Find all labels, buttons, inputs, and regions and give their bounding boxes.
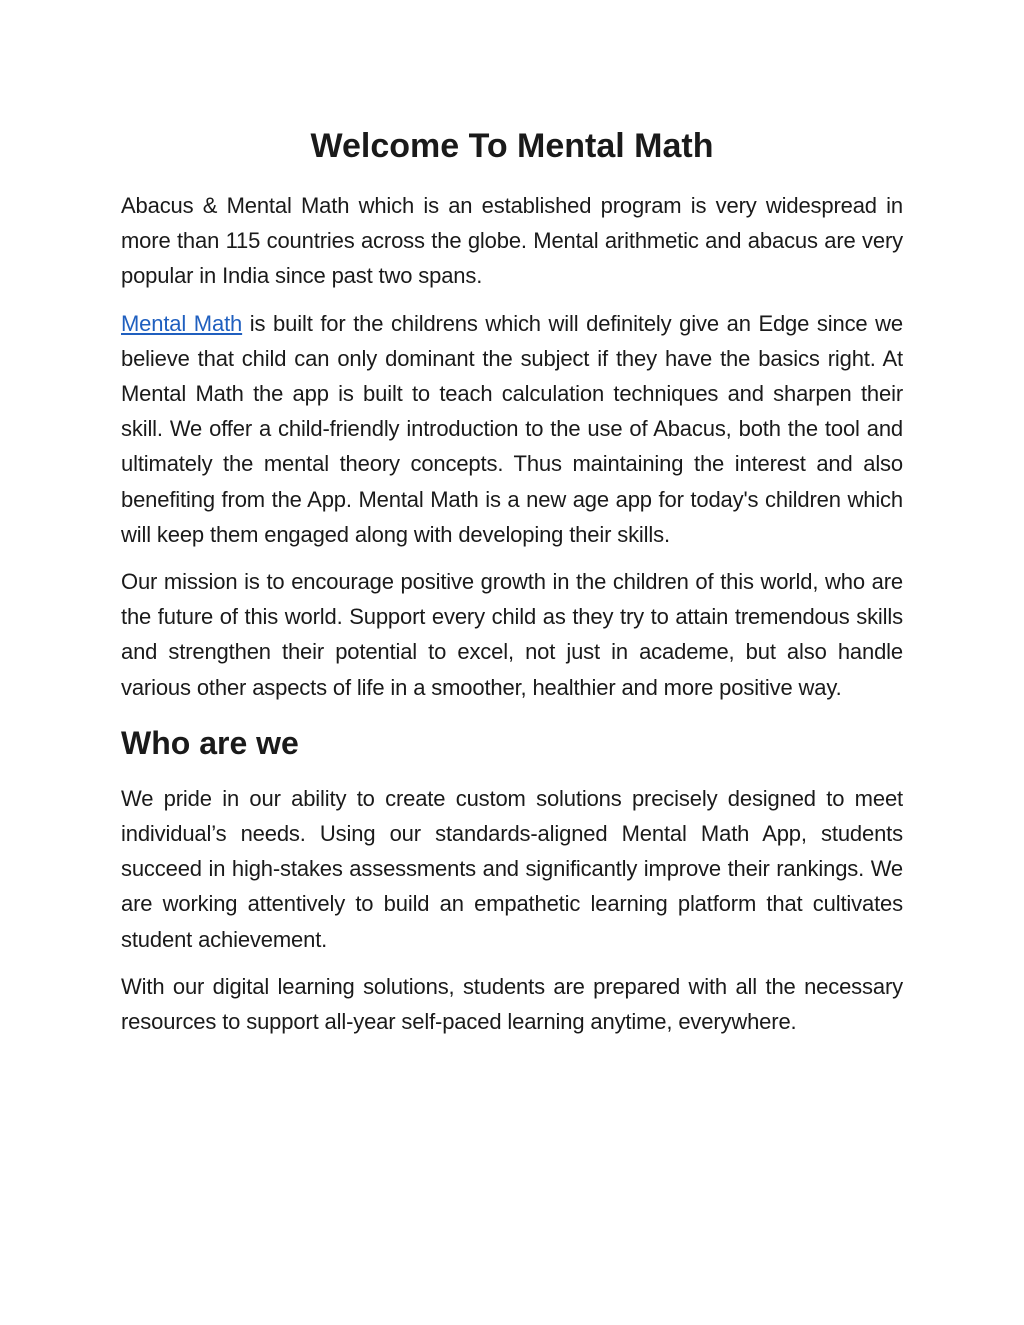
mental-math-link[interactable]: Mental Math	[121, 310, 243, 336]
about-paragraph-text: is built for the childrens which will definitely give an Edge since we believe that child can only dominant the subject if they have the basics right. At Mental Math the app is built to teach calculation techniques and sharpen their skill. We offer a child-friendly introduction to the use of Abacus, both the tool and ultimately the mental theory concepts. Thus maintaining the interest and also benefiting from the App. Mental Math is a new age app for today's children which will keep them engaged along with developing their skills.	[121, 310, 903, 547]
who-paragraph-2: With our digital learning solutions, students are prepared with all the necessary resources to support all-year self-paced learning anytime, everywhere.	[121, 973, 903, 1035]
who-paragraph-1: We pride in our ability to create custom solutions precisely designed to meet individual’s needs. Using our standards-aligned Mental Math App, students succeed in high-stakes assessments and significantly improve their rankings. We are working attentively to build an empathetic learning platform that cultivates student achievement.	[121, 785, 903, 952]
section-heading-who-are-we: Who are we	[121, 724, 299, 761]
page-title: Welcome To Mental Math	[310, 127, 714, 165]
about-paragraph	[121, 306, 903, 552]
document-page	[121, 120, 903, 1051]
mission-paragraph: Our mission is to encourage positive growth in the children of this world, who are the future of this world. Support every child as they try to attain tremendous skills and strengthen their potential to excel, not just in academe, but also handle various other aspects of life in a smoother, healthier and more positive way.	[121, 569, 903, 700]
intro-paragraph: Abacus & Mental Math which is an established program is very widespread in more than 115 countries across the globe. Mental arithmetic and abacus are very popular in India since past two spans.	[121, 193, 903, 289]
